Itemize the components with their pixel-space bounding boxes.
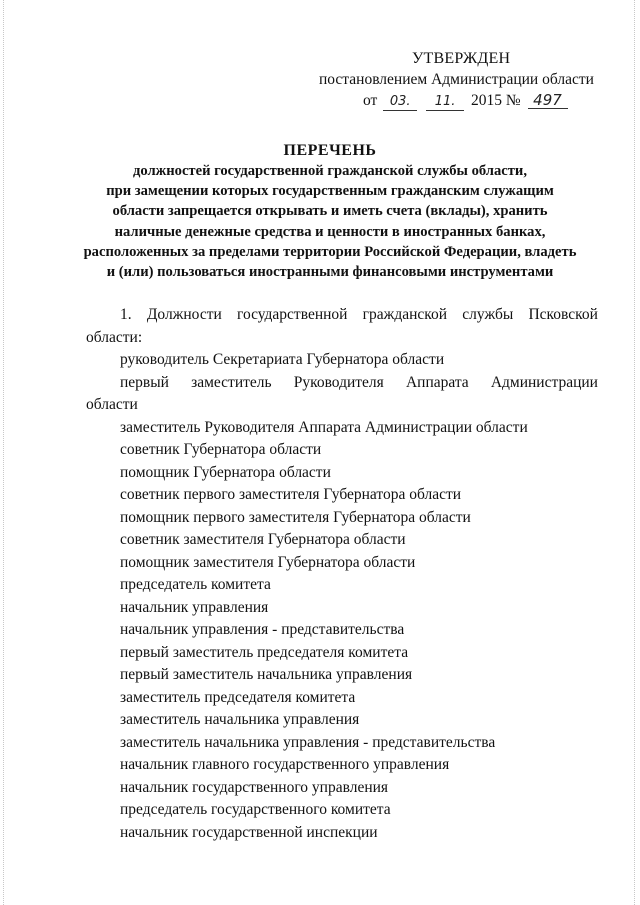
section-1-word: Псковской xyxy=(528,306,598,323)
section-1-word: гражданской xyxy=(362,306,448,323)
position-item: заместитель начальника управления - представительства xyxy=(120,733,496,751)
handwritten-day: 03. xyxy=(383,94,417,111)
position-item: советник Губернатора области xyxy=(120,441,322,458)
title-line: расположенных за пределами территории Российской Федерации, владеть xyxy=(83,243,577,260)
section-1-continuation: области: xyxy=(86,328,143,346)
position-item: руководитель Секретариата Губернатора области xyxy=(120,351,445,368)
title-line: при замещении которых государственным гражданским служащим xyxy=(106,183,554,200)
handwritten-month: 11. xyxy=(426,94,464,111)
title-line: должностей государственной гражданской службы области, xyxy=(132,163,527,179)
title-heading: ПЕРЕЧЕНЬ xyxy=(283,142,377,159)
title-line: области запрещается открывать и иметь счета (вклады), хранить xyxy=(112,203,548,220)
position-item: помощник заместителя Губернатора области xyxy=(120,553,416,571)
year-and-number-sign: 2015 № xyxy=(470,92,521,109)
position-word: заместитель xyxy=(191,373,272,391)
position-item: заместитель председателя комитета xyxy=(120,688,356,706)
position-item: начальник управления - представительства xyxy=(120,621,405,638)
position-item: помощник Губернатора области xyxy=(120,463,331,481)
section-1-line xyxy=(86,304,598,327)
position-item: председатель государственного комитета xyxy=(120,801,391,818)
handwritten-decree-number: 497 xyxy=(528,92,568,109)
position-item: помощник первого заместителя Губернатора области xyxy=(120,508,471,526)
position-item: заместитель начальника управления xyxy=(120,711,360,728)
position-word: Администрации xyxy=(490,373,598,391)
approval-decree: постановлением Администрации области xyxy=(319,71,594,88)
document-body xyxy=(86,304,598,844)
title-line: и (или) пользоваться иностранными финансовыми инструментами xyxy=(106,264,554,281)
position-word: Аппарата xyxy=(405,373,469,391)
position-item: председатель комитета xyxy=(120,576,271,593)
section-1-word: 1. xyxy=(120,306,132,323)
position-item: начальник главного государственного управления xyxy=(120,756,450,773)
date-prefix: от xyxy=(363,92,378,109)
position-item: первый заместитель начальника управления xyxy=(120,666,413,683)
section-1-heading xyxy=(86,304,598,349)
section-1-word: государственной xyxy=(236,306,348,323)
position-item: советник заместителя Губернатора области xyxy=(120,531,406,548)
position-word: первый xyxy=(120,373,169,391)
position-item: начальник государственного управления xyxy=(120,778,389,796)
title-line: наличные денежные средства и ценности в иностранных банках, xyxy=(114,223,546,240)
position-item-line xyxy=(86,372,598,395)
position-word: Руководителя xyxy=(293,373,384,391)
position-item: первый заместитель председателя комитета xyxy=(120,643,409,661)
position-item: советник первого заместителя Губернатора области xyxy=(120,486,462,503)
section-1-word: службы xyxy=(462,306,514,323)
approval-date-line xyxy=(363,90,568,111)
document-title xyxy=(60,140,600,282)
position-item: начальник управления xyxy=(120,598,269,616)
position-item: начальник государственной инспекции xyxy=(120,823,378,841)
approval-heading: УТВЕРЖДЕН xyxy=(412,50,511,67)
position-item-continuation: области xyxy=(86,396,138,413)
scan-edge-right xyxy=(634,0,635,905)
scan-edge-left xyxy=(3,0,4,905)
section-1-word: Должности xyxy=(146,306,222,323)
position-item: заместитель Руководителя Аппарата Администрации области xyxy=(120,418,528,436)
position-item-multiline xyxy=(86,372,598,417)
